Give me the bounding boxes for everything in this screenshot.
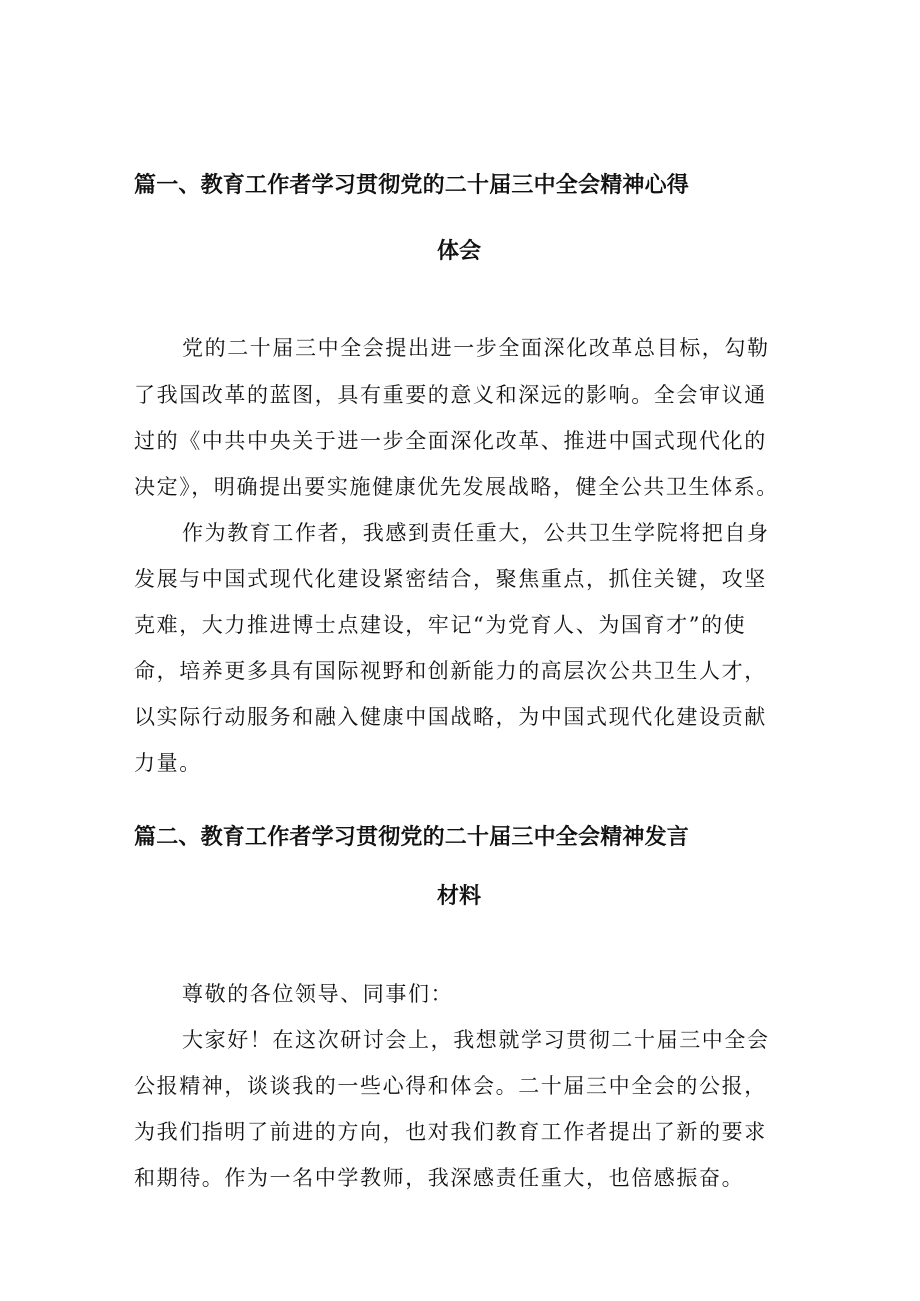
section1-para2-line3: 克难，大力推进博士点建设，牢记“为党育人、为国育才”的使 <box>134 613 747 637</box>
section2-title: 篇二、教育工作者学习贯彻党的二十届三中全会精神发言 <box>134 825 690 850</box>
section1-para2-line1: 作为教育工作者，我感到责任重大，公共卫生学院将把自身 <box>182 521 770 545</box>
section1-para1-line1: 党的二十届三中全会提出进一步全面深化改革总目标，勾勒 <box>182 336 770 360</box>
section1-para2-line4: 命，培养更多具有国际视野和创新能力的高层次公共卫生人才， <box>134 659 767 683</box>
section1-title: 篇一、教育工作者学习贯彻党的二十届三中全会精神心得 <box>134 173 690 198</box>
section1-para1-line4: 决定》，明确提出要实施健康优先发展战略，健全公共卫生体系。 <box>134 475 779 499</box>
section2-para1-line4: 和期待。作为一名中学教师，我深感责任重大，也倍感振奋。 <box>134 1166 745 1190</box>
section1-para2-line2: 发展与中国式现代化建设紧密结合，聚焦重点，抓住关键，攻坚 <box>134 567 767 591</box>
section2-para1-line1: 大家好！在这次研讨会上，我想就学习贯彻二十届三中全会 <box>182 1028 770 1052</box>
section2-para1-line2: 公报精神，谈谈我的一些心得和体会。二十届三中全会的公报， <box>134 1074 767 1098</box>
section1-para1-line2: 了我国改革的蓝图，具有重要的意义和深远的影响。全会审议通 <box>134 383 767 407</box>
section1-title-continuation: 体会 <box>436 239 481 264</box>
section1-para2-line5: 以实际行动服务和融入健康中国战略，为中国式现代化建设贡献 <box>134 705 767 729</box>
section2-title-continuation: 材料 <box>436 884 481 909</box>
section1-para1-line3: 过的《中共中央关于进一步全面深化改革、推进中国式现代化的 <box>134 429 767 453</box>
section1-para2-line6: 力量。 <box>134 751 202 775</box>
section2-greeting: 尊敬的各位领导、同事们： <box>182 982 454 1006</box>
section2-para1-line3: 为我们指明了前进的方向，也对我们教育工作者提出了新的要求 <box>134 1120 767 1144</box>
